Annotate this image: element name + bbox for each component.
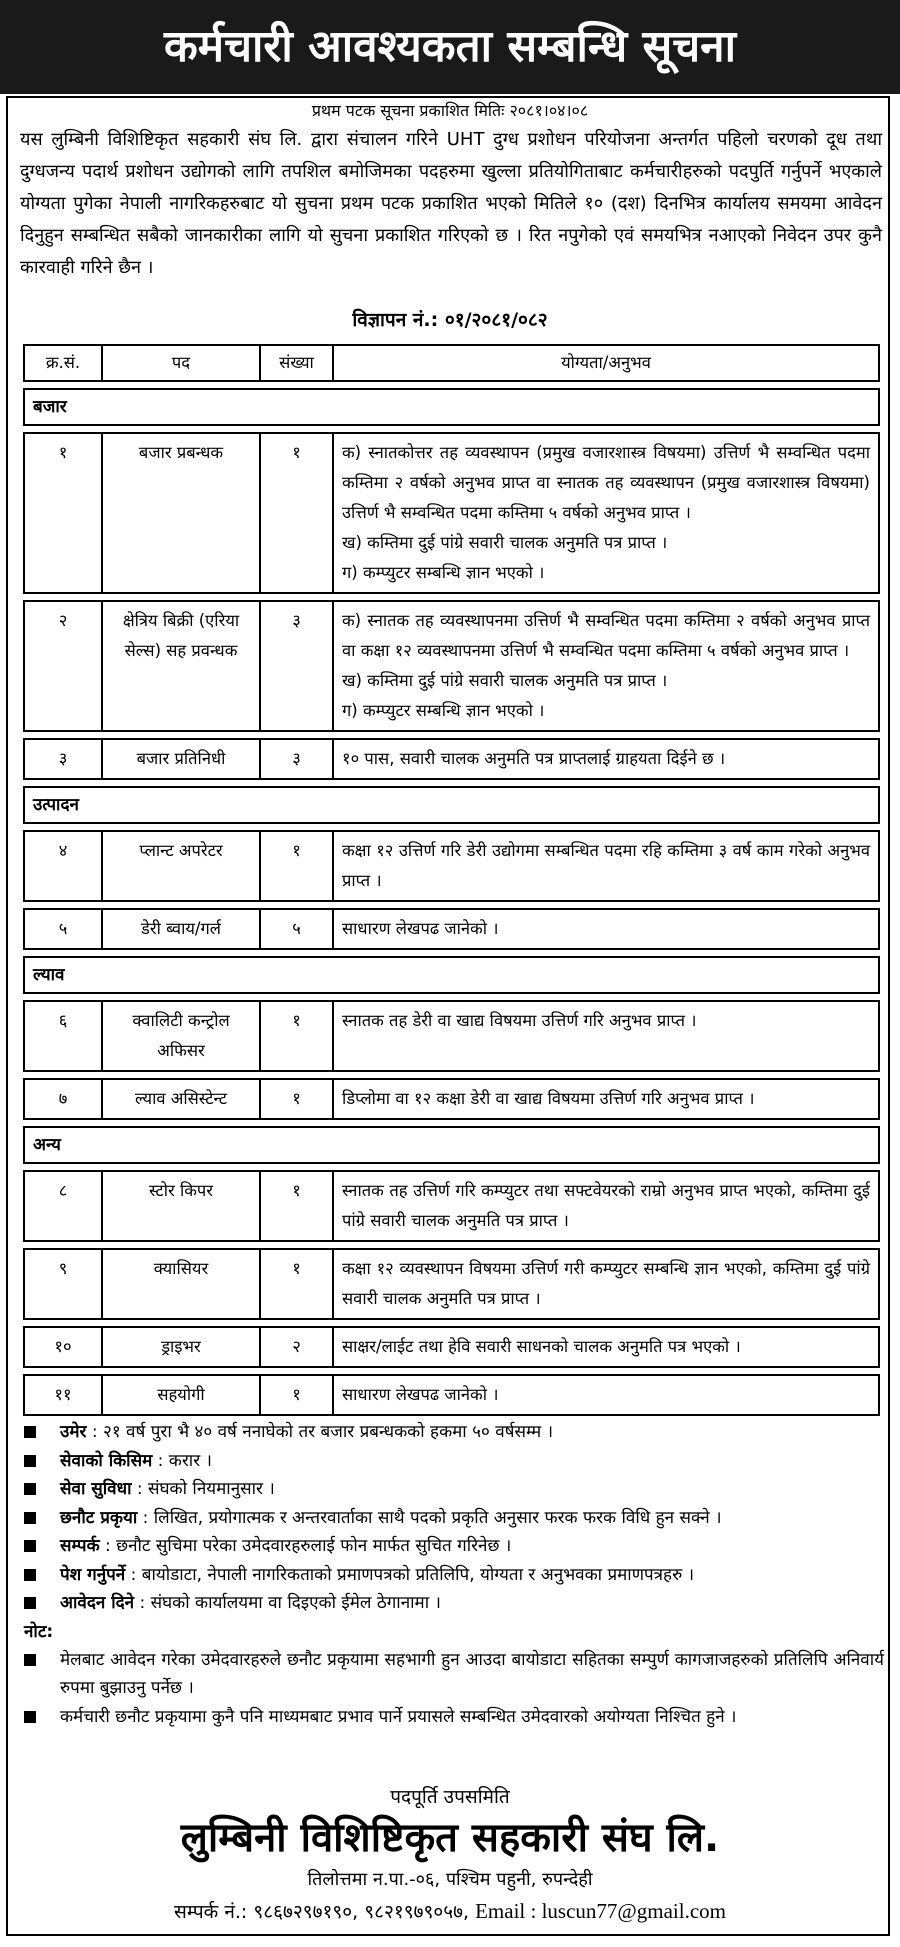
post-cell: बजार प्रतिनिधी: [102, 739, 260, 779]
term-value: : संघको नियमानुसार ।: [136, 1479, 275, 1499]
table-header-row: [24, 345, 879, 381]
section-row: [24, 389, 879, 425]
note-item: [22, 1703, 884, 1732]
serial-cell: ८: [24, 1171, 102, 1241]
table-spacer-cell: [24, 1119, 879, 1127]
serial-cell: ३: [24, 739, 102, 779]
square-bullet-icon: [24, 1711, 36, 1723]
qualification-cell: [333, 1249, 879, 1319]
table-row: [24, 1171, 879, 1241]
notice-title: कर्मचारी आवश्यकता सम्बन्धि सूचना: [163, 21, 737, 72]
committee-name: पदपूर्ति उपसमिति: [390, 1786, 510, 1808]
term-text: [60, 1561, 694, 1590]
serial-cell: ७: [24, 1079, 102, 1119]
term-value: : छनौट सुचिमा परेका उमेदवारहरुलाई फोन मार्फत सुचित गरिनेछ ।: [105, 1536, 512, 1556]
header-serial: क्र.सं.: [24, 345, 102, 381]
vacancy-table: [23, 344, 880, 1416]
qualification-cell: [333, 1001, 879, 1071]
term-label: उमेर: [60, 1422, 87, 1442]
count-cell: १: [260, 1249, 333, 1319]
term-label: आवेदन दिने: [60, 1593, 135, 1613]
square-bullet-icon: [24, 1512, 36, 1524]
term-text: [60, 1504, 722, 1533]
term-value: : बायोडाटा, नेपाली नागरिकताको प्रमाणपत्रको प्रतिलिपि, योग्यता र अनुभवका प्रमाणपत्रहरु ।: [130, 1564, 695, 1585]
qualification-line: ख) कम्तिमा दुई पांग्रे सवारी चालक अनुमति पत्र प्राप्त ।: [342, 533, 668, 552]
square-bullet-icon: [24, 1426, 36, 1438]
table-spacer-cell: [24, 1319, 879, 1327]
note-list: [22, 1646, 884, 1732]
post-cell: सहयोगी: [102, 1375, 260, 1415]
publication-date: प्रथम पटक सूचना प्रकाशित मितिः २०८१।०४।०८: [311, 101, 589, 120]
table-row: [24, 739, 879, 779]
term-item: [22, 1475, 884, 1504]
qualification-cell: [333, 831, 879, 901]
serial-cell: १: [24, 433, 102, 593]
qualification-cell: [333, 1327, 879, 1367]
table-spacer-cell: [24, 949, 879, 957]
table-row: [24, 831, 879, 901]
qualification-cell: [333, 1079, 879, 1119]
qualification-line: कक्षा १२ व्यवस्थापन विषयमा उत्तिर्ण गरी कम्प्युटर सम्बन्धि ज्ञान भएको, कम्तिमा दुई पांग्रे सवारी चालक अनुमति पत्र प्राप्त ।: [342, 1259, 870, 1308]
terms-section: [22, 1418, 884, 1731]
table-spacer-cell: [24, 593, 879, 601]
serial-cell: १०: [24, 1327, 102, 1367]
section-name: उत्पादन: [24, 787, 879, 823]
term-text: [60, 1589, 441, 1618]
note-item: [22, 1646, 884, 1703]
section-row: [24, 957, 879, 993]
term-text: [60, 1475, 275, 1504]
section-name: बजार: [24, 389, 879, 425]
table-row: [24, 909, 879, 949]
qualification-line: ख) कम्तिमा दुई पांग्रे सवारी चालक अनुमति पत्र प्राप्त ।: [342, 671, 668, 690]
term-text: [60, 1447, 212, 1476]
table-spacer: [24, 993, 879, 1001]
term-value: : संघको कार्यालयमा वा दिइएको ईमेल ठेगानामा ।: [139, 1593, 441, 1613]
table-spacer: [24, 779, 879, 787]
header-qualification: योग्यता/अनुभव: [333, 345, 879, 381]
post-cell: क्वालिटी कन्ट्रोल अफिसर: [102, 1001, 260, 1071]
count-cell: १: [260, 1079, 333, 1119]
table-spacer-cell: [24, 779, 879, 787]
term-item: [22, 1589, 884, 1618]
count-cell: १: [260, 433, 333, 593]
contact-line: [0, 1896, 900, 1927]
term-label: पेश गर्नुपर्ने: [60, 1564, 126, 1585]
term-item: [22, 1418, 884, 1447]
serial-cell: ६: [24, 1001, 102, 1071]
qualification-cell: [333, 1171, 879, 1241]
serial-cell: ११: [24, 1375, 102, 1415]
notice-title-banner: [0, 0, 900, 94]
section-name: अन्य: [24, 1127, 879, 1163]
term-item: [22, 1561, 884, 1590]
table-spacer: [24, 731, 879, 739]
term-text: [60, 1418, 553, 1447]
table-spacer-cell: [24, 1241, 879, 1249]
table-spacer-cell: [24, 1367, 879, 1375]
square-bullet-icon: [24, 1455, 36, 1467]
square-bullet-icon: [24, 1483, 36, 1495]
qualification-line: क) स्नातकोत्तर तह व्यवस्थापन (प्रमुख वजारशास्त्र विषयमा) उत्तिर्ण भै सम्वन्धित पदमा कम्तिमा २ वर्षको अनुभव प्राप्त वा स्नातक तह व्यवस्थापन (प्रमुख वजारशास्त्र विषयमा) उत्तिर्ण भै सम्वन्धित पदमा कम्तिमा ५ वर्षको अनुभव प्राप्त ।: [342, 443, 870, 522]
qualification-cell: [333, 1375, 879, 1415]
post-cell: प्लान्ट अपरेटर: [102, 831, 260, 901]
post-cell: बजार प्रबन्धक: [102, 433, 260, 593]
qualification-line: साक्षर/लाईट तथा हेवि सवारी साधनको चालक अनुमति पत्र भएको ।: [342, 1337, 741, 1356]
section-row: [24, 787, 879, 823]
table-spacer: [24, 381, 879, 389]
count-cell: ५: [260, 909, 333, 949]
term-item: [22, 1532, 884, 1561]
count-cell: १: [260, 1171, 333, 1241]
table-spacer: [24, 949, 879, 957]
post-cell: ड्राइभर: [102, 1327, 260, 1367]
serial-cell: ४: [24, 831, 102, 901]
count-cell: २: [260, 1327, 333, 1367]
table-spacer: [24, 1163, 879, 1171]
table-spacer-cell: [24, 1071, 879, 1079]
qualification-line: ग) कम्प्युटर सम्बन्धि ज्ञान भएको ।: [342, 701, 545, 720]
square-bullet-icon: [24, 1597, 36, 1609]
qualification-cell: [333, 601, 879, 731]
post-cell: स्टोर किपर: [102, 1171, 260, 1241]
note-heading-text: नोट: [24, 1621, 47, 1642]
count-cell: १: [260, 1375, 333, 1415]
post-cell: डेरी ब्वाय/गर्ल: [102, 909, 260, 949]
table-row: [24, 1001, 879, 1071]
term-label: सेवाको किसिम: [60, 1450, 153, 1471]
table-row: [24, 601, 879, 731]
term-value: : करार ।: [157, 1450, 212, 1471]
serial-cell: ९: [24, 1249, 102, 1319]
table-spacer-cell: [24, 993, 879, 1001]
table-spacer: [24, 901, 879, 909]
term-label: सेवा सुविधा: [60, 1479, 132, 1499]
vacancy-table-body: [24, 381, 879, 1415]
qualification-line: स्नातक तह उत्तिर्ण गरि कम्प्युटर तथा सफ्टवेयरको राम्रो अनुभव प्राप्त भएको, कम्तिमा दुई पांग्रे सवारी चालक अनुमति पत्र प्राप्त ।: [342, 1181, 870, 1230]
count-cell: ३: [260, 739, 333, 779]
qualification-line: ग) कम्प्युटर सम्बन्धि ज्ञान भएको ।: [342, 563, 545, 582]
qualification-cell: [333, 739, 879, 779]
contact-email: Email : luscun77@gmail.com: [475, 1899, 726, 1923]
post-cell: क्यासियर: [102, 1249, 260, 1319]
table-spacer: [24, 1071, 879, 1079]
table-spacer: [24, 1319, 879, 1327]
table-spacer: [24, 593, 879, 601]
serial-cell: ५: [24, 909, 102, 949]
qualification-line: १० पास, सवारी चालक अनुमति पत्र प्राप्तलाई ग्राहयता दिईने छ ।: [342, 749, 726, 768]
square-bullet-icon: [24, 1654, 36, 1666]
table-spacer: [24, 425, 879, 433]
table-spacer: [24, 823, 879, 831]
count-cell: १: [260, 1001, 333, 1071]
qualification-line: साधारण लेखपढ जानेको ।: [342, 919, 499, 938]
post-cell: क्षेत्रिय बिक्री (एरिया सेल्स) सह प्रवन्धक: [102, 601, 260, 731]
qualification-cell: [333, 909, 879, 949]
organization-name: लुम्बिनी विशिष्टिकृत सहकारी संघ लि.: [180, 1815, 720, 1861]
header-post: पद: [102, 345, 260, 381]
header-count: संख्या: [260, 345, 333, 381]
qualification-line: साधारण लेखपढ जानेको ।: [342, 1385, 499, 1404]
table-spacer: [24, 1119, 879, 1127]
term-text: [60, 1532, 511, 1561]
count-cell: ३: [260, 601, 333, 731]
table-row: [24, 433, 879, 593]
count-cell: १: [260, 831, 333, 901]
square-bullet-icon: [24, 1569, 36, 1581]
qualification-line: कक्षा १२ उत्तिर्ण गरि डेरी उद्योगमा सम्बन्धित पदमा रहि कम्तिमा ३ वर्ष काम गरेको अनुभव प्राप्त ।: [342, 841, 870, 890]
terms-list: [22, 1418, 884, 1618]
intro-paragraph: यस लुम्बिनी विशिष्टिकृत सहकारी संघ लि. द्वारा संचालन गरिने UHT दुग्ध प्रशोधन परियोजना अन्तर्गत पहिलो चरणको दूध तथा दुग्धजन्य पदार्थ प्रशोधन उद्योगको लागि तपशिल बमोजिमका पदहरुमा खुल्ला प्रतियोगिताबाट कर्मचारीहरुको पदपुर्ति गर्नुपर्ने भएकाले योग्यता पुगेका नेपाली नागरिकहरुबाट यो सुचना प्रथम पटक प्रकाशित भएको मितिले १० (दश) दिनभित्र कार्यालय समयमा आवेदन दिनुहुन सम्बन्धित सबैको जानकारीका लागि यो सुचना प्रकाशित गरिएको छ । रित नपुगेको एवं समयभित्र नआएको निवेदन उपर कुनै कारवाही गरिने छैन ।: [20, 129, 882, 278]
term-item: [22, 1504, 884, 1533]
square-bullet-icon: [24, 1540, 36, 1552]
table-spacer-cell: [24, 1163, 879, 1171]
table-spacer-cell: [24, 823, 879, 831]
serial-cell: २: [24, 601, 102, 731]
table-row: [24, 1327, 879, 1367]
post-cell: ल्याव असिस्टेन्ट: [102, 1079, 260, 1119]
advertisement-number: विज्ञापन नं.: ०१/२०८१/०८२: [352, 309, 548, 331]
section-row: [24, 1127, 879, 1163]
table-spacer-cell: [24, 381, 879, 389]
section-name: ल्याव: [24, 957, 879, 993]
organization-address: तिलोत्तमा न.पा.-०६, पश्चिम पहुनी, रुपन्देही: [307, 1869, 593, 1890]
table-spacer-cell: [24, 901, 879, 909]
contact-phones: सम्पर्क नं.: ९८६७२९७१९०, ९८२१९७९०५७,: [173, 1901, 470, 1923]
qualification-line: डिप्लोमा वा १२ कक्षा डेरी वा खाद्य विषयमा उत्तिर्ण गरि अनुभव प्राप्त ।: [342, 1089, 755, 1108]
table-spacer-cell: [24, 731, 879, 739]
qualification-line: क) स्नातक तह व्यवस्थापनमा उत्तिर्ण भै सम्वन्धित पदमा कम्तिमा २ वर्षको अनुभव प्राप्त वा कक्षा १२ व्यवस्थापनमा उत्तिर्ण भै सम्वन्धित पदमा कम्तिमा ५ वर्षको अनुभव प्राप्त ।: [342, 611, 870, 660]
table-row: [24, 1079, 879, 1119]
table-spacer: [24, 1241, 879, 1249]
note-heading: नोट:: [24, 1621, 54, 1642]
table-spacer-cell: [24, 425, 879, 433]
qualification-cell: [333, 433, 879, 593]
table-spacer: [24, 1367, 879, 1375]
term-label: छनौट प्रकृया: [60, 1507, 138, 1528]
qualification-line: स्नातक तह डेरी वा खाद्य विषयमा उत्तिर्ण गरि अनुभव प्राप्त ।: [342, 1011, 697, 1030]
term-value: : लिखित, प्रयोगात्मक र अन्तरवार्ताका साथै पदको प्रकृति अनुसार फरक फरक विधि हुन सक्ने ।: [142, 1507, 722, 1528]
table-row: [24, 1375, 879, 1415]
term-item: [22, 1447, 884, 1476]
table-row: [24, 1249, 879, 1319]
note-text: मेलबाट आवेदन गरेका उमेदवारहरुले छनौट प्रकृयामा सहभागी हुन आउदा बायोडाटा सहितका सम्पुर्ण कागजाजहरुको प्रतिलिपि अनिवार्य रुपमा बुझाउनु पर्नेछ ।: [60, 1649, 884, 1698]
term-value: : २१ वर्ष पुरा भै ४० वर्ष ननाघेको तर बजार प्रबन्धकको हकमा ५० वर्षसम्म ।: [91, 1422, 554, 1442]
note-text: कर्मचारी छनौट प्रकृयामा कुनै पनि माध्यमबाट प्रभाव पार्ने प्रयासले सम्बन्धित उमेदवारको अयोग्यता निश्चित हुने ।: [60, 1706, 737, 1727]
term-label: सम्पर्क: [60, 1536, 100, 1556]
